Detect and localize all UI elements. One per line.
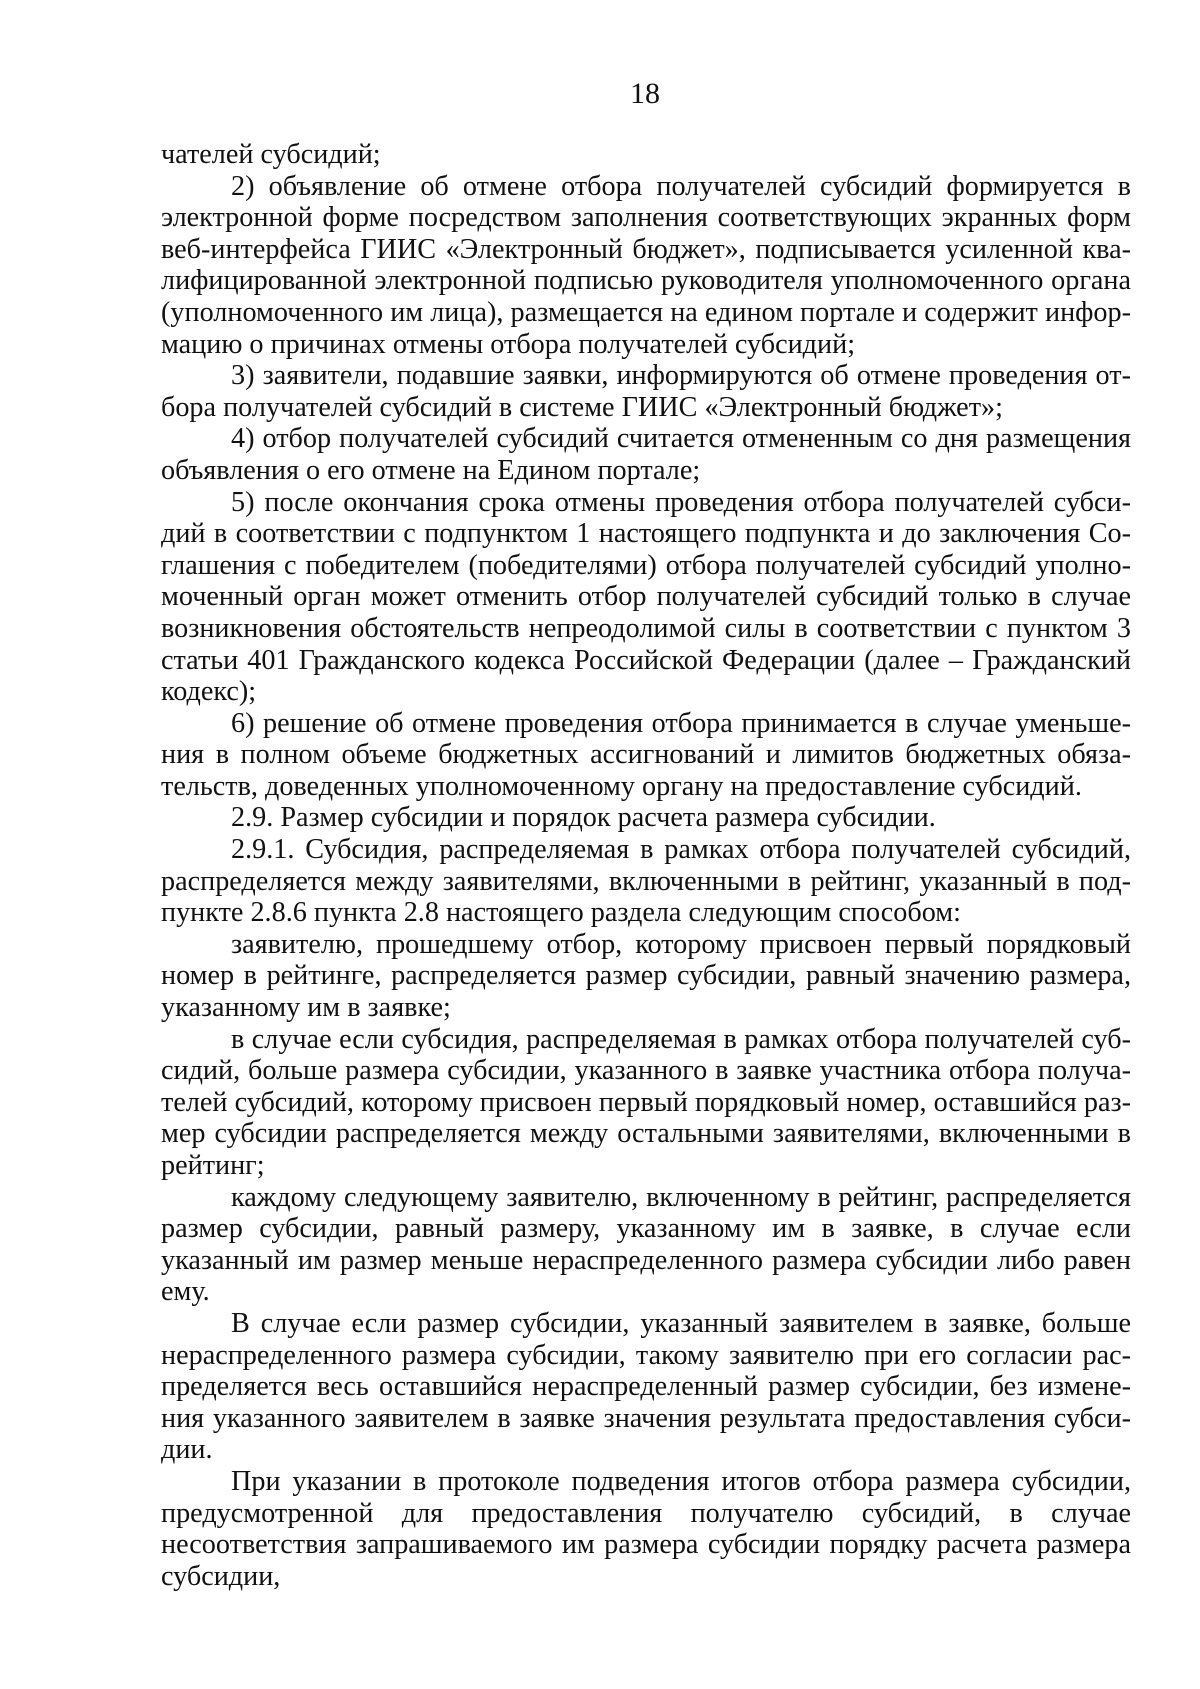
section-heading-2-9: 2.9. Размер субсидии и порядок расчета размера субсидии. — [231, 802, 936, 834]
paragraph-continuation: чателей субсидий; — [161, 139, 381, 170]
paragraph-item-2: 2) объявление об отмене отбора получателей субсидий формируется в электронной форме посредством заполнения соответствующих экранных форм веб-интерфейса ГИИС «Электронный бюджет», подписывается усиленной квалифицированной электронной подписью руководителя уполномоченного органа (уполномоченного им лица), размещается на едином портале и содержит информацию о причинах отмены отбора получателей субсидий; — [161, 170, 1131, 360]
paragraph-remaining-subsidy: в случае если субсидия, распределяемая в рамках отбора получателей субсидий, больше размера субсидии, указанного в заявке участника отбора получателей субсидий, которому присвоен первый порядковый номер, оставшийся размер субсидии распределяется между остальными заявителями, включенными в рейтинг; — [161, 1023, 1131, 1181]
paragraph-next-applicant: каждому следующему заявителю, включенному в рейтинг, распределяется размер субсидии, равный размеру, указанному им в заявке, в случае если указанный им размер меньше нераспределенного размера субсидии либо равен ему. — [161, 1181, 1131, 1308]
document-body — [161, 139, 1131, 1592]
paragraph-2-9-1: 2.9.1. Субсидия, распределяемая в рамках отбора получателей субсидий, распределяется между заявителями, включенными в рейтинг, указанный в подпункте 2.8.6 пункта 2.8 настоящего раздела следующим способом: — [161, 834, 1131, 929]
page-number: 18 — [630, 77, 660, 110]
paragraph-item-3: 3) заявители, подавшие заявки, информируются об отмене проведения отбора получателей субсидий в системе ГИИС «Электронный бюджет»; — [161, 360, 1131, 423]
paragraph-exceeding-amount: В случае если размер субсидии, указанный заявителем в заявке, больше нераспределенного размера субсидии, такому заявителю при его согласии распределяется весь оставшийся нераспределенный размер субсидии, без изменения указанного заявителем в заявке значения результата предоставления субсидии. — [161, 1307, 1131, 1466]
paragraph-item-4: 4) отбор получателей субсидий считается отмененным со дня размещения объявления о его отмене на Едином портале; — [161, 423, 1131, 486]
paragraph-item-6: 6) решение об отмене проведения отбора принимается в случае уменьшения в полном объеме бюджетных ассигнований и лимитов бюджетных обязательств, доведенных уполномоченному органу на предоставление субсидий. — [161, 707, 1131, 802]
paragraph-first-applicant: заявителю, прошедшему отбор, которому присвоен первый порядковый номер в рейтинге, распределяется размер субсидии, равный значению размера, указанному им в заявке; — [161, 928, 1131, 1024]
paragraph-item-5: 5) после окончания срока отмены проведения отбора получателей субсидий в соответствии с подпунктом 1 настоящего подпункта и до заключения Соглашения с победителем (победителями) отбора получателей субсидий уполномоченный орган может отменить отбор получателей субсидий только в случае возникновения обстоятельств непреодолимой силы в соответствии с пунктом 3 статьи 401 Гражданского кодекса Российской Федерации (далее – Гражданский кодекс); — [161, 486, 1131, 708]
paragraph-protocol: При указании в протоколе подведения итогов отбора размера субсидии, предусмотренной для предоставления получателю субсидий, в случае несоответствия запрашиваемого им размера субсидии порядку расчета размера субсидии, — [161, 1465, 1131, 1592]
